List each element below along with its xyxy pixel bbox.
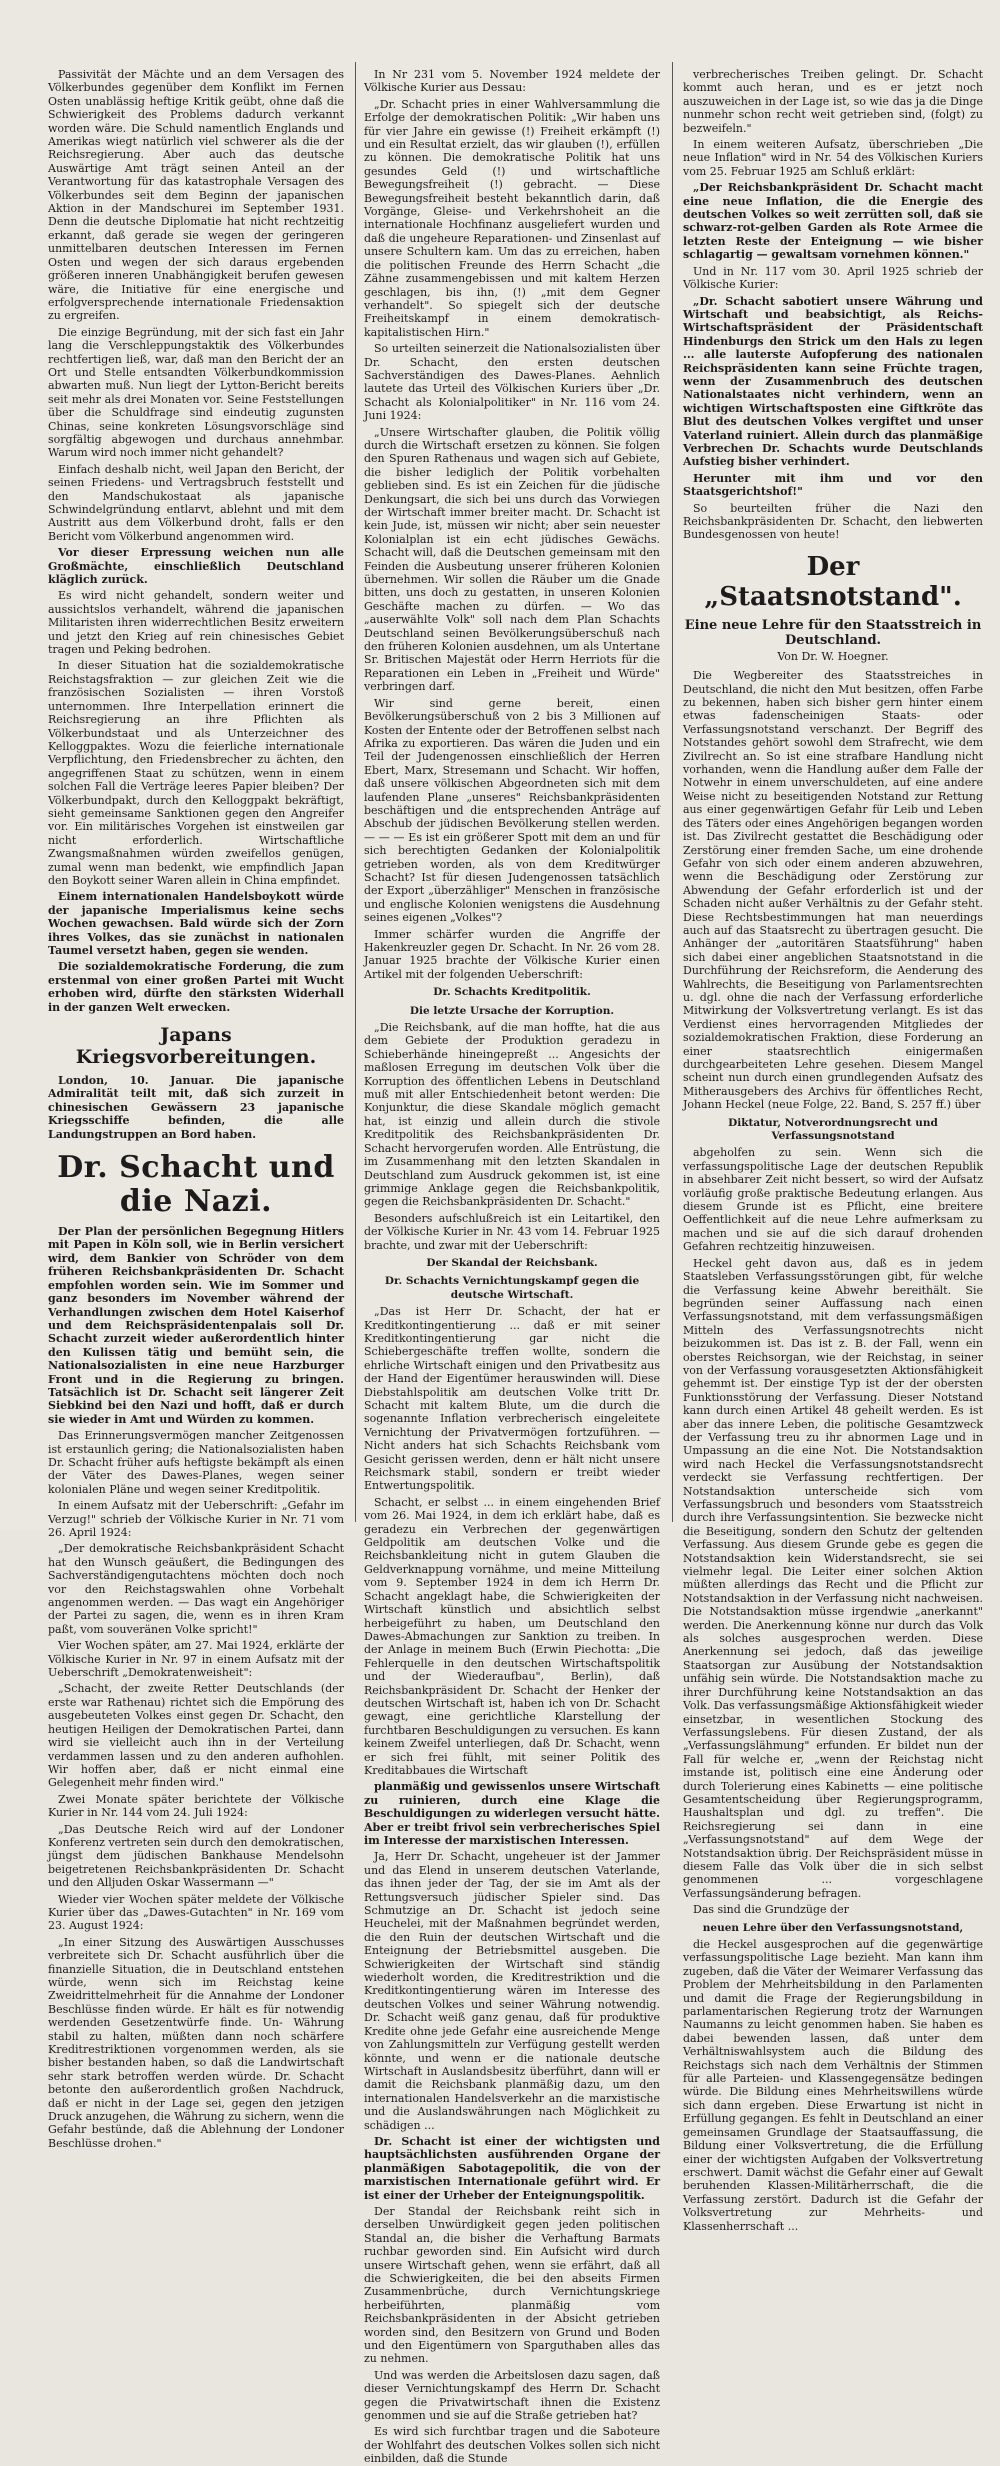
paragraph-quote: „Unsere Wirtschafter glauben, die Politik völlig durch die Wirtschaft ersetzen zu können. Sie folgen den Spuren Rathenaus und wagen sich auf Gebiete, die bisher lediglich der Politik vorbehalten geblieben sind. Es ist ein Zeichen für die jüdische Denkungsart, die sich bei uns durch das Vorwiegen der Wirtschaft immer breiter macht. Dr. Schacht ist kein Jude, ist, müssen wir nicht; aber sein neuester Kolonialplan ist ein echt jüdisches Gewächs. Schacht will, daß die Deutschen gemeinsam mit den Feinden die Ausbeutung unserer früheren Kolonien übernehmen. Wir sollen die Räuber um die Gnade bitten, uns doch zu gestatten, in unseren Kolonien Geschäfte machen zu dürfen. — Wo das „auserwählte Volk" soll nach dem Plan Schachts Deutschland seinen Bevölkerungsüberschuß nach den früheren Kolonien ausdehnen, um als Untertane Sr. Britischen Majestät oder Herrn Herriots für die Reparationen ein Leben in „Freiheit und Würde" verbringen darf. (364, 425, 660, 694)
paragraph: Und in Nr. 117 vom 30. April 1925 schrieb der Völkische Kurier: (683, 264, 983, 292)
paragraph: verbrecherisches Treiben gelingt. Dr. Schacht kommt auch heran, und es er jetzt noch auszuweichen in der Lage ist, so wie das ja die Dinge nunmehr schon recht weit getrieben sind, (folgt) zu bezweifeln." (683, 68, 983, 135)
paragraph-quote: „Der demokratische Reichsbankpräsident Schacht hat den Wunsch geäußert, die Bedingungen des Sachverständigengutachtens möchten doch noch vor den Reichstagswahlen ohne Vorbehalt angenommen werden. — Das wagt ein Angehöriger der Partei zu sagen, die, wenn es in ihren Kram paßt, vom souveränen Volke spricht!" (48, 1542, 344, 1636)
subheading: Dr. Schachts Kreditpolitik. (433, 986, 591, 999)
headline-staatsnotstand: Der „Staatsnotstand". (704, 551, 962, 612)
paragraph-quote: „Das Deutsche Reich wird auf der Londoner Konferenz vertreten sein durch den demokratischen, jüngst dem jüdischen Bankhause Mendelsohn beigetretenen Reichsbankpräsidenten Dr. Schacht und den Alljuden Oskar Wassermann —" (48, 1822, 344, 1890)
paragraph-news: London, 10. Januar. Die japanische Admiralität teilt mit, daß sich zurzeit in chinesischen Gewässern 23 japanische Kriegsschiffe befinden, die alle Landungstruppen an Bord haben. (48, 1074, 344, 1141)
paragraph: So urteilten seinerzeit die Nationalsozialisten über Dr. Schacht, den ersten deutschen Sachverständigen des Dawes-Planes. Aehnlich lautete das Urteil des Völkischen Kuriers über „Dr. Schacht als Kolonialpolitiker" in Nr. 116 vom 24. Juni 1924: (364, 342, 660, 423)
paragraph: In einem Aufsatz mit der Ueberschrift: „Gefahr im Verzug!" schrieb der Völkische Kurier in Nr. 71 vom 26. April 1924: (48, 1499, 344, 1539)
paragraph: Das sind die Grundzüge der (693, 1903, 849, 1917)
paragraph: Es wird sich furchtbar tragen und die Saboteure der Wohlfahrt des deutschen Volkes sollen sich nicht einbilden, daß die Stunde (364, 2425, 660, 2466)
paragraph-quote: „Schacht, der zweite Retter Deutschlands (der erste war Rathenau) richtet sich die Empörung des ausgebeuteten Volkes einst gegen Dr. Schacht, den heutigen Heiligen der Demokratischen Partei, dann wird sie vielleicht auch ihn in der Verteilung verdammen lassen und zu den anderen aufhohlen. Wir hoffen aber, daß er nicht einmal eine Gelegenheit mehr finden wird." (48, 1682, 344, 1790)
paragraph: In dieser Situation hat die sozialdemokratische Reichstagsfraktion — zur gleichen Zeit wie die französischen Sozialisten — ihren Vorstoß unternommen. Ihre Interpellation erinnert die Reichsregierung an ihre Pflichten als Völkerbundstaat und als Unterzeichner des Kelloggpaktes. Wozu die feierliche internationale Verpflichtung, den Friedensbrecher zu ächten, den angegriffenen Staat zu schützen, wenn in einem solchen Fall die Verträge leeres Papier bleiben? Der Völkerbundpakt, durch den Kelloggpakt bekräftigt, sieht gemeinsame Sanktionen gegen den Angreifer vor. Ein militärisches Vorgehen ist einstweilen gar nicht erforderlich. Wirtschaftliche Zwangsmaßnahmen würden zweifellos genügen, zumal wenn man bedenkt, wie empfindlich Japan den Boykott seiner Waren allein in China empfindet. (48, 659, 344, 887)
paragraph-quote: Schacht, er selbst ... in einem eingehenden Brief vom 26. Mai 1924, in dem ich erklärt habe, daß es geradezu ein Verbrechen der gegenwärtigen Geldpolitik am deutschen Volke und die Reichsbankleitung nicht in gutem Glauben die Geldverknappung vornähme, und meine Mitteilung vom 9. September 1924 in dem ich Herrn Dr. Schacht angeklagt habe, die Schwierigkeiten der Wirtschaft künstlich und absichtlich selbst herbeigeführt zu haben, um Deutschland den Dawes-Abmachungen zur Sanktion zu treiben. In der Anlage in meinem Buch (Erwin Piechotta: „Die Fehlerquelle in den deutschen Wirtschaftspolitik und der Wiederaufbau", Berlin), daß Reichsbankpräsident Dr. Schacht der Henker der deutschen Wirtschaft ist, haben ich von Dr. Schacht gewagt, eine gerichtliche Klarstellung der furchtbaren Beschuldigungen zu versuchen. Es kann keinem Zweifel unterliegen, daß Dr. Schacht, wenn er sich frei fühlt, mit seiner Politik des Kreditabbaues die Wirtschaft (364, 1495, 660, 1777)
paragraph-emphasis: Einem internationalen Handelsboykott würde der japanische Imperialismus keine sechs Wochen gewachsen. Bald würde sich der Zorn ihres Volkes, das sie zunächst in nationalen Taumel versetzt haben, gegen sie wenden. (48, 890, 344, 957)
paragraph: Heckel geht davon aus, daß es in jedem Staatsleben Verfassungsstörungen gibt, für welche die Verfassung keine Abwehr bereithält. Sie begründen seiner Auffassung nach einen Verfassungsnotstand, mit dem verfassungsmäßigen Mitteln des Verfassungsnotrechts nicht beizukommen ist. Das ist z. B. der Fall, wenn ein oberstes Reichsorgan, wie der Reichstag, in seiner von der Verfassung vorausgesetzten Aktionsfähigkeit gehemmt ist. Der einstige Typ ist der der obersten Funktionsstörung der Verfassung. Dieser Notstand kann durch einen Artikel 48 geheilt werden. Es ist aber das innere Leben, die politische Gesamtzweck der Verfassung treu zu ihr abnormen Lage und in Umpassung an die eine Not. Die Notstandsaktion wird nach Heckel die Verfassungsnotstandsrecht verdeckt sie Verfassung rechtfertigen. Der Notstandsaktion unterscheide sich vom Verfassungsbruch und besonders vom Staatsstreich durch ihre Verfassungsintention. Sie bezwecke nicht die Beseitigung, sondern den Schutz der geltenden Verfassung. Aus diesem Grunde gebe es gegen die Notstandsaktion kein Widerstandsrecht, sie sei vielmehr legal. Die Leiter einer solchen Aktion müßten allerdings das Recht und die Pflicht zur Notstandsaktion in der Verfassung nicht nachweisen. Die Notstandsaktion müsse irgendwie „anerkannt" werden. Die Anerkennung könne nur durch das Volk als solches ausgesprochen werden. Diese Anerkennung sei jedoch, daß das jeweilige Staatsorgan zur Ausübung der Notstandsaktion unfähig sein würde. Die Notstandsaktion mache zu ihrer Durchführung keine Notstandsaktion an das Volk. Das verfassungsmäßige Aktionsfähigkeit wieder einsetzbar, in wesentlichen Stockung des Verfassungslebens. Für diesen Zustand, der als „Verfassungslähmung" erfunden. Er bildet nun der Fall für welche er, „wenn der Reichstag nicht imstande ist, politisch eine eine Änderung oder durch Tolerierung eines Kabinetts — eine politische Gesamtentscheidung über Regierungsprogramm, Haushaltsplan und dgl. zu treffen". Die Reichsregierung sei dann in eine „Verfassungsnotstand" auf dem Wege der Notstandsaktion übrig. Der Reichspräsident müsse in diesem Falle das Volk über die in sich selbst genommenen ... vorgeschlagene Verfassungsänderung befragen. (683, 1256, 983, 1900)
paragraph: In einem weiteren Aufsatz, überschrieben „Die neue Inflation" wird in Nr. 54 des Völkischen Kuriers vom 25. Februar 1925 am Schluß erklärt: (683, 138, 983, 178)
column-left (48, 68, 344, 2150)
headline-schacht: Dr. Schacht und die Nazi. (57, 1150, 335, 1220)
subheading: Die letzte Ursache der Korruption. (409, 1004, 615, 1017)
paragraph: Die einzige Begründung, mit der sich fast ein Jahr lang die Verschleppungstaktik des Völkerbundes rechtfertigen ließ, war, daß man den Bericht der an Ort und Stelle entsandten Völkerbundkommission abwarten muß. Nun liegt der Lytton-Bericht bereits seit mehr als drei Monaten vor. Seine Feststellungen über die Schuldfrage sind eindeutig zugunsten Chinas, seine konkreten Lösungsvorschläge sind sorgfältig abgewogen und durchaus annehmbar. Warum wird noch immer nicht gehandelt? (48, 325, 344, 460)
paragraph-emphasis: „Der Reichsbankpräsident Dr. Schacht macht eine neue Inflation, die die Energie des deutschen Volkes so weit zerrütten soll, daß sie schwarz-rot-gelben Garden als Rote Armee die letzten Reste der Enteignung — wie bisher schlagartig — gewaltsam vornehmen können." (683, 181, 983, 262)
paragraph: abgeholfen zu sein. Wenn sich die verfassungspolitische Lage der deutschen Republik in absehbarer Zeit nicht bessert, so wird der Aufsatz vorläufig große praktische Bedeutung erlangen. Aus diesem Grunde ist es Pflicht, eine breitere Oeffentlichkeit auf die neue Lehre aufmerksam zu machen und sie auf die sich darauf drohenden Gefahren rechtzeitig hinzuweisen. (683, 1146, 983, 1254)
column-rule (355, 62, 356, 1522)
paragraph: Die Wegbereiter des Staatsstreiches in Deutschland, die nicht den Mut besitzen, offen Farbe zu bekennen, haben sich bisher gern hinter einem etwas fadenscheinigen Staats- oder Verfassungsnotstand verschanzt. Der Begriff des Notstandes gehört sowohl dem Strafrecht, wie dem Zivilrecht an. So ist eine strafbare Handlung nicht vorhanden, wenn die Handlung außer dem Falle der Notwehr in einem unverschuldeten, auf eine andere Weise nicht zu beseitigenden Notstand zur Rettung aus einer gegenwärtigen Gefahr für Leib und Leben des Täters oder eines Angehörigen begangen worden ist. Das Zivilrecht gestattet die Beschädigung oder Zerstörung einer fremden Sache, um eine drohende Gefahr von sich oder einem anderen abzuwehren, wenn die Beschädigung oder Zerstörung zur Abwendung der Gefahr erforderlich ist und der Schaden nicht außer Verhältnis zu der Gefahr steht. Diese Rechtsbestimmungen hat man neuerdings auch auf das Staatsrecht zu übertragen gesucht. Die Anhänger der „autoritären Staatsführung" haben sich dabei einer angeblichen Staatsnotstand in die Durchführung der Reichsreform, die Aenderung des Wahlrechts, die Beseitigung von Parlamentsrechten u. dgl. ohne die nach der Verfassung erforderliche Mitwirkung der Volksvertretung verlangt. Es ist das Verdienst eines hervorragenden Mitgliedes der sozialdemokratischen Fraktion, diese Forderung an einer staatsrechtlich einigermaßen durchgearbeiteten Lehre gesehen. Diesem Mangel scheint nun durch einen grundlegenden Aufsatz des Mitherausgebers des Archivs für öffentliches Recht, Johann Heckel (neue Folge, 22. Band, S. 257 ff.) über (683, 669, 983, 1112)
subheading: Dr. Schachts Vernichtungskampf gegen die deutsche Wirtschaft. (384, 1275, 640, 1301)
subheading: neuen Lehre über den Verfassungsnotstand, (702, 1921, 964, 1934)
paragraph: Und was werden die Arbeitslosen dazu sagen, daß dieser Vernichtungskampf des Herrn Dr. Schacht gegen die Privatwirtschaft ihnen die Existenz genommen und sie auf die Straße getrieben hat? (364, 2368, 660, 2423)
subheading: Diktatur, Notverordnungsrecht und Verfassungsnotstand (728, 1116, 938, 1143)
paragraph: Der Standal der Reichsbank reiht sich in derselben Unwürdigkeit gegen jeden politischen Standal an, die bisher die Verhaftung Barmats ruchbar geworden sind. Ein Aufsicht wird durch unsere Wirtschaft gehen, wenn sie erfährt, daß all die Schwierigkeiten, die bei den abseits Firmen Zusammenbrüche, durch Vernichtungskriege herbeiführten, planmäßig vom Reichsbankpräsidenten in der Absicht getrieben worden sind, den Besitzern von Grund und Boden und den Eigentümern von Sparguthaben alles das zu nehmen. (364, 2204, 660, 2366)
subtitle: Eine neue Lehre für den Staatsstreich in Deutschland. (684, 617, 982, 648)
paragraph: die Heckel ausgesprochen auf die gegenwärtige verfassungspolitische Lage bezieht. Man kann ihm zugeben, daß die Väter der Weimarer Verfassung das Problem der Mehrheitsbildung in den Parlamenten und damit die Frage der Regierungsbildung in parlamentarischen Regierung trotz der Warnungen Naumanns zu leicht genommen haben. Sie haben es dabei bewenden lassen, daß unter dem Verhältniswahlsystem auch die Bildung des Reichstags sich nach dem Verhältnis der Stimmen für alle Parteien- und Klassengegensätze bedingen würde. Die Bildung eines Mehrheitswillens würde sich dann ergeben. Diese Erwartung ist nicht in Erfüllung gegangen. Es fehlt in Deutschland an einer gemeinsamen Grundlage der Staatsauffassung, die Bildung einer Volksvertretung, die die Erfüllung einer der wichtigsten Aufgaben der Volksvertretung erschwert. Damit wächst die Gefahr einer auf Gewalt beruhenden Klassen-Militärherrschaft, die die Verfassung zerstört. Dadurch ist die Gefahr der Volksvertretung zur Mehrheits- und Klassenherrschaft ... (683, 1938, 983, 2233)
paragraph: Wieder vier Wochen später meldete der Völkische Kurier über das „Dawes-Gutachten" in Nr. 169 vom 23. August 1924: (48, 1892, 344, 1933)
paragraph-quote: „In einer Sitzung des Auswärtigen Ausschusses verbreitete sich Dr. Schacht ausführlich über die finanzielle Situation, die in Deutschland entstehen würde, wenn sich im Reichstag keine Zweidrittelmehrheit für die Annahme der Londoner Beschlüsse finden würde. Er hält es für notwendig werdenden Gesetzentwürfe finde. Un- Währung stabil zu halten, müßten dann noch schärfere Kreditrestriktionen vorgenommen werden, als sie bisher bestanden haben, so daß die Landwirtschaft sehr stark betroffen werden würde. Dr. Schacht betonte den außerordentlich großen Nachdruck, daß er nicht in der Lage sei, gegen den jetzigen Druck anzugehen, die Währung zu sichern, wenn die Gefahr bestünde, daß die Ablehnung der Londoner Beschlüsse drohen." (48, 1935, 344, 2150)
paragraph: Es wird nicht gehandelt, sondern weiter und aussichtslos verhandelt, während die japanischen Militaristen ihren widerrechtlichen Besitz erweitern und jetzt den Krieg auf rein chinesisches Gebiet tragen und Peking bedrohen. (48, 589, 344, 657)
paragraph-quote: „Das ist Herr Dr. Schacht, der hat er Kreditkontingentierung ... daß er mit seiner Kreditkontingentierung gar nicht die Schiebergeschäfte treffen wollte, sondern die ehrliche Wirtschaft einigen und den Privatbesitz aus der Hand der Eigentümer herauswinden will. Diese Diebstahlspolitik am deutschen Volke tritt Dr. Schacht mit kaltem Blute, um die durch die sogenannte Inflation verbrecherisch eingeleitete Vernichtung der Privatvermögen fortzuführen. — Nicht anders hat sich Schachts Reichsbank vom Gesicht gerissen werden, denn er hält nicht unsere Reichsmark stabil, sondern er treibt wieder Entwertungspolitik. (364, 1305, 660, 1493)
paragraph: So beurteilten früher die Nazi den Reichsbankpräsidenten Dr. Schacht, den liebwerten Bundesgenossen von heute! (683, 501, 983, 542)
paragraph-emphasis: Vor dieser Erpressung weichen nun alle Großmächte, einschließlich Deutschland kläglich zurück. (48, 546, 344, 587)
paragraph-emphasis: Herunter mit ihm und vor den Staatsgerichtshof!" (683, 471, 983, 499)
paragraph: Das Erinnerungsvermögen mancher Zeitgenossen ist erstaunlich gering; die Nationalsozialisten haben Dr. Schacht früher aufs heftigste bekämpft als einen der Väter des Dawes-Planes, wegen seiner kolonialen Pläne und wegen seiner Kreditpolitik. (48, 1429, 344, 1496)
subheading: Der Skandal der Reichsbank. (426, 1256, 598, 1269)
paragraph: Besonders aufschlußreich ist ein Leitartikel, den der Völkische Kurier in Nr. 43 vom 14. Februar 1925 brachte, und zwar mit der Ueberschrift: (364, 1211, 660, 1252)
column-right (683, 68, 983, 2233)
headline-japan: Japans Kriegsvorbereitungen. (75, 1024, 317, 1069)
paragraph-emphasis: Die sozialdemokratische Forderung, die zum erstenmal von einer großen Partei mit Wucht erhoben wird, dürfte den stärksten Widerhall in der ganzen Welt erwecken. (48, 960, 344, 1014)
paragraph-lead: Der Plan der persönlichen Begegnung Hitlers mit Papen in Köln soll, wie in Berlin versichert wird, dem Bankier von Schröder von dem früheren Reichsbankpräsidenten Dr. Schacht empfohlen worden sein. Wie im Sommer und ganz besonders im November während der Verhandlungen zwischen dem Hotel Kaiserhof und dem Reichspräsidentenpalais soll Dr. Schacht zurzeit wieder außerordentlich hinter den Kulissen tätig und bemüht sein, die Nationalsozialisten in eine neue Harzburger Front und in die Regierung zu bringen. Tatsächlich ist Dr. Schacht seit längerer Zeit Siebkind bei den Nazi und hofft, daß er durch sie wieder in Amt und Würden zu kommen. (48, 1225, 344, 1426)
paragraph-emphasis: „Dr. Schacht sabotiert unsere Währung und Wirtschaft und beabsichtigt, als Reichs-Wirtschaftspräsident der Präsidentschaft Hindenburgs den Strick um den Hals zu legen ... alle lauterste Aufopferung des nationalen Reichspräsidenten kann seine Früchte tragen, wenn der Zusammenbruch des deutschen Nationalstaates nicht verhindern, wenn an wichtigen Wirtschaftsposten eine Giftkröte das Blut des deutschen Volkes vergiftet und unser Vaterland ruiniert. Allein durch das planmäßige Verbrechen Dr. Schachts wurde Deutschlands Aufstieg bisher verhindert. (683, 294, 983, 469)
byline: Von Dr. W. Hoegner. (777, 649, 889, 663)
paragraph-quote: „Die Reichsbank, auf die man hoffte, hat die aus dem Gebiete der Produktion geradezu in Schieberhände hineingepreßt ... Angesichts der maßlosen Erregung im deutschen Volk über die Korruption des öffentlichen Lebens in Deutschland muß mit aller Entschiedenheit betont werden: Die Konjunktur, die diese Skandale möglich gemacht hat, ist einzig und allein durch die stivole Kreditpolitik des Reichsbankpräsidenten Dr. Schacht hervorgerufen worden. Alle Entrüstung, die im Zusammenhang mit den letzten Skandalen in Deutschland zum Ausdruck gekommen ist, ist eine grimmige Anklage gegen die Reichsbankpolitik, gegen die Reichsbankpräsidenten Dr. Schacht." (364, 1021, 660, 1209)
paragraph: In Nr 231 vom 5. November 1924 meldete der Völkische Kurier aus Dessau: (364, 68, 660, 95)
paragraph-quote: „Dr. Schacht pries in einer Wahlversammlung die Erfolge der demokratischen Politik: „Wir haben uns für vier Jahre ein gewisse (!) Freiheit erkämpft (!) und ein Resultat erzielt, das wir glauben (!), erfüllen zu können. Die demokratische Politik hat uns gesundes Geld (!) und wirtschaftliche Bewegungsfreiheit (!) gebracht. — Diese Bewegungsfreiheit besteht bekanntlich darin, daß Vorgänge, Gleise- und Verkehrshoheit an die internationale Hochfinanz ausgeliefert wurden und daß die ungeheure Reparationen- und Zinsenlast auf unsere Schultern kam. Um das zu erreichen, haben die politischen Freunde des Herrn Schacht „die Zähne zusammengebissen und mit kaltem Herzen geschlagen, bis ihn, (!) „mit dem Gegner verhandelt". So spiegelt sich der deutsche Freiheitskampf in einem demokratisch-kapitalistischen Hirn." (364, 97, 660, 339)
paragraph: Passivität der Mächte und an dem Versagen des Völkerbundes gegenüber dem Konflikt im Fernen Osten unablässig heftige Kritik geübt, ohne daß die Schwierigkeit des Problems dadurch verkannt worden wäre. Die Schuld namentlich Englands und Amerikas wiegt natürlich viel schwerer als die der Reichsregierung. Aber auch das deutsche Auswärtige Amt trägt seinen Anteil an der Verantwortung für das katastrophale Versagen des Völkerbundes seit dem Beginn der japanischen Aktion in der Mandschurei im September 1931. Denn die deutsche Diplomatie hat nicht rechtzeitig erkannt, daß gerade sie wegen der geringeren unmittelbaren deutschen Interessen im Fernen Osten und wegen der sich daraus ergebenden größeren inneren Unabhängigkeit berufen gewesen wäre, die Initiative für eine energische und erfolgversprechende internationale Friedensaktion zu ergreifen. (48, 68, 344, 323)
paragraph: Zwei Monate später berichtete der Völkische Kurier in Nr. 144 vom 24. Juli 1924: (48, 1792, 344, 1820)
column-middle (364, 68, 660, 2466)
paragraph: Immer schärfer wurden die Angriffe der Hakenkreuzler gegen Dr. Schacht. In Nr. 26 vom 28. Januar 1925 brachte der Völkische Kurier einen Artikel mit der folgenden Ueberschrift: (364, 927, 660, 981)
paragraph-quote: Ja, Herr Dr. Schacht, ungeheuer ist der Jammer und das Elend in unserem deutschen Vaterlande, das ihnen jeder der Tag, der sie im Amt als der Rettungsversuch jüdischer Spieler sind. Das Schmutzige an Dr. Schacht ist jedoch seine Heuchelei, mit der Maßnahmen begründet werden, die den Ruin der deutschen Wirtschaft und die Enteignung der Betriebsmittel ausgeben. Die Schwierigkeiten der Wirtschaft sind ständig wiederholt worden, die Kreditrestriktion und die Kreditkontingentierung wären im Interesse des deutschen Volkes und seiner Währung notwendig. Dr. Schacht weiß ganz genau, daß für produktive Kredite ohne jede Gefahr eine ausreichende Menge von Zahlungsmitteln zur Verfügung gestellt werden könnte, und wenn er die nationale deutsche Wirtschaft in Auslandsbesitz überführt, dann will er damit die Reichsbank planmäßig dazu, um den internationalen Handelsverkehr an die marxistische und die Auslandswährungen nach Möglichkeit zu schädigen ... (364, 1850, 660, 2132)
paragraph-quote: Wir sind gerne bereit, einen Bevölkerungsüberschuß von 2 bis 3 Millionen auf Kosten der Entente oder der Betroffenen selbst nach Afrika zu exportieren. Das wären die Juden und ein Teil der Judengenossen einschließlich der Herren Ebert, Marx, Stresemann und Schacht. Wir hoffen, daß unsere völkischen Abgeordneten sich mit dem laufenden Plane „unseres" Reichsbankpräsidenten beschäftigen und die entsprechenden Anträge auf Abschub der jüdischen Bevölkerung stellen werden. — — — Es ist ein größerer Spott mit dem an und für sich berechtigten Gedanken der Kolonialpolitik getrieben worden, als von dem Kreditwürger Schacht? Ist für diesen Judengenossen tatsächlich der Export „überzähliger" Menschen in französische und englische Kolonien wenigstens die Ausdehnung seines eigenen „Volkes"? (364, 696, 660, 925)
paragraph-emphasis: planmäßig und gewissenlos unsere Wirtschaft zu ruinieren, durch eine Klage die Beschuldigungen zu widerlegen versucht hätte. Aber er treibt frivol sein verbrecherisches Spiel im Interesse der marxistischen Interessen. (364, 1780, 660, 1847)
paragraph: Vier Wochen später, am 27. Mai 1924, erklärte der Völkische Kurier in Nr. 97 in einem Aufsatz mit der Ueberschrift „Demokratenweisheit": (48, 1639, 344, 1680)
paragraph: Einfach deshalb nicht, weil Japan den Bericht, der seinen Friedens- und Vertragsbruch feststellt und den Mandschukostaat als japanische Schwindelgründung entlarvt, ablehnt und mit dem Austritt aus dem Völkerbund droht, falls er den Bericht vom Völkerbund angenommen wird. (48, 462, 344, 543)
column-rule (672, 62, 673, 1522)
paragraph-emphasis: Dr. Schacht ist einer der wichtigsten und hauptsächlichsten ausführenden Organe der planmäßigen Sabotagepolitik, die von der marxistischen Internationale geführt wird. Er ist einer der Urheber der Enteignungspolitik. (364, 2134, 660, 2202)
